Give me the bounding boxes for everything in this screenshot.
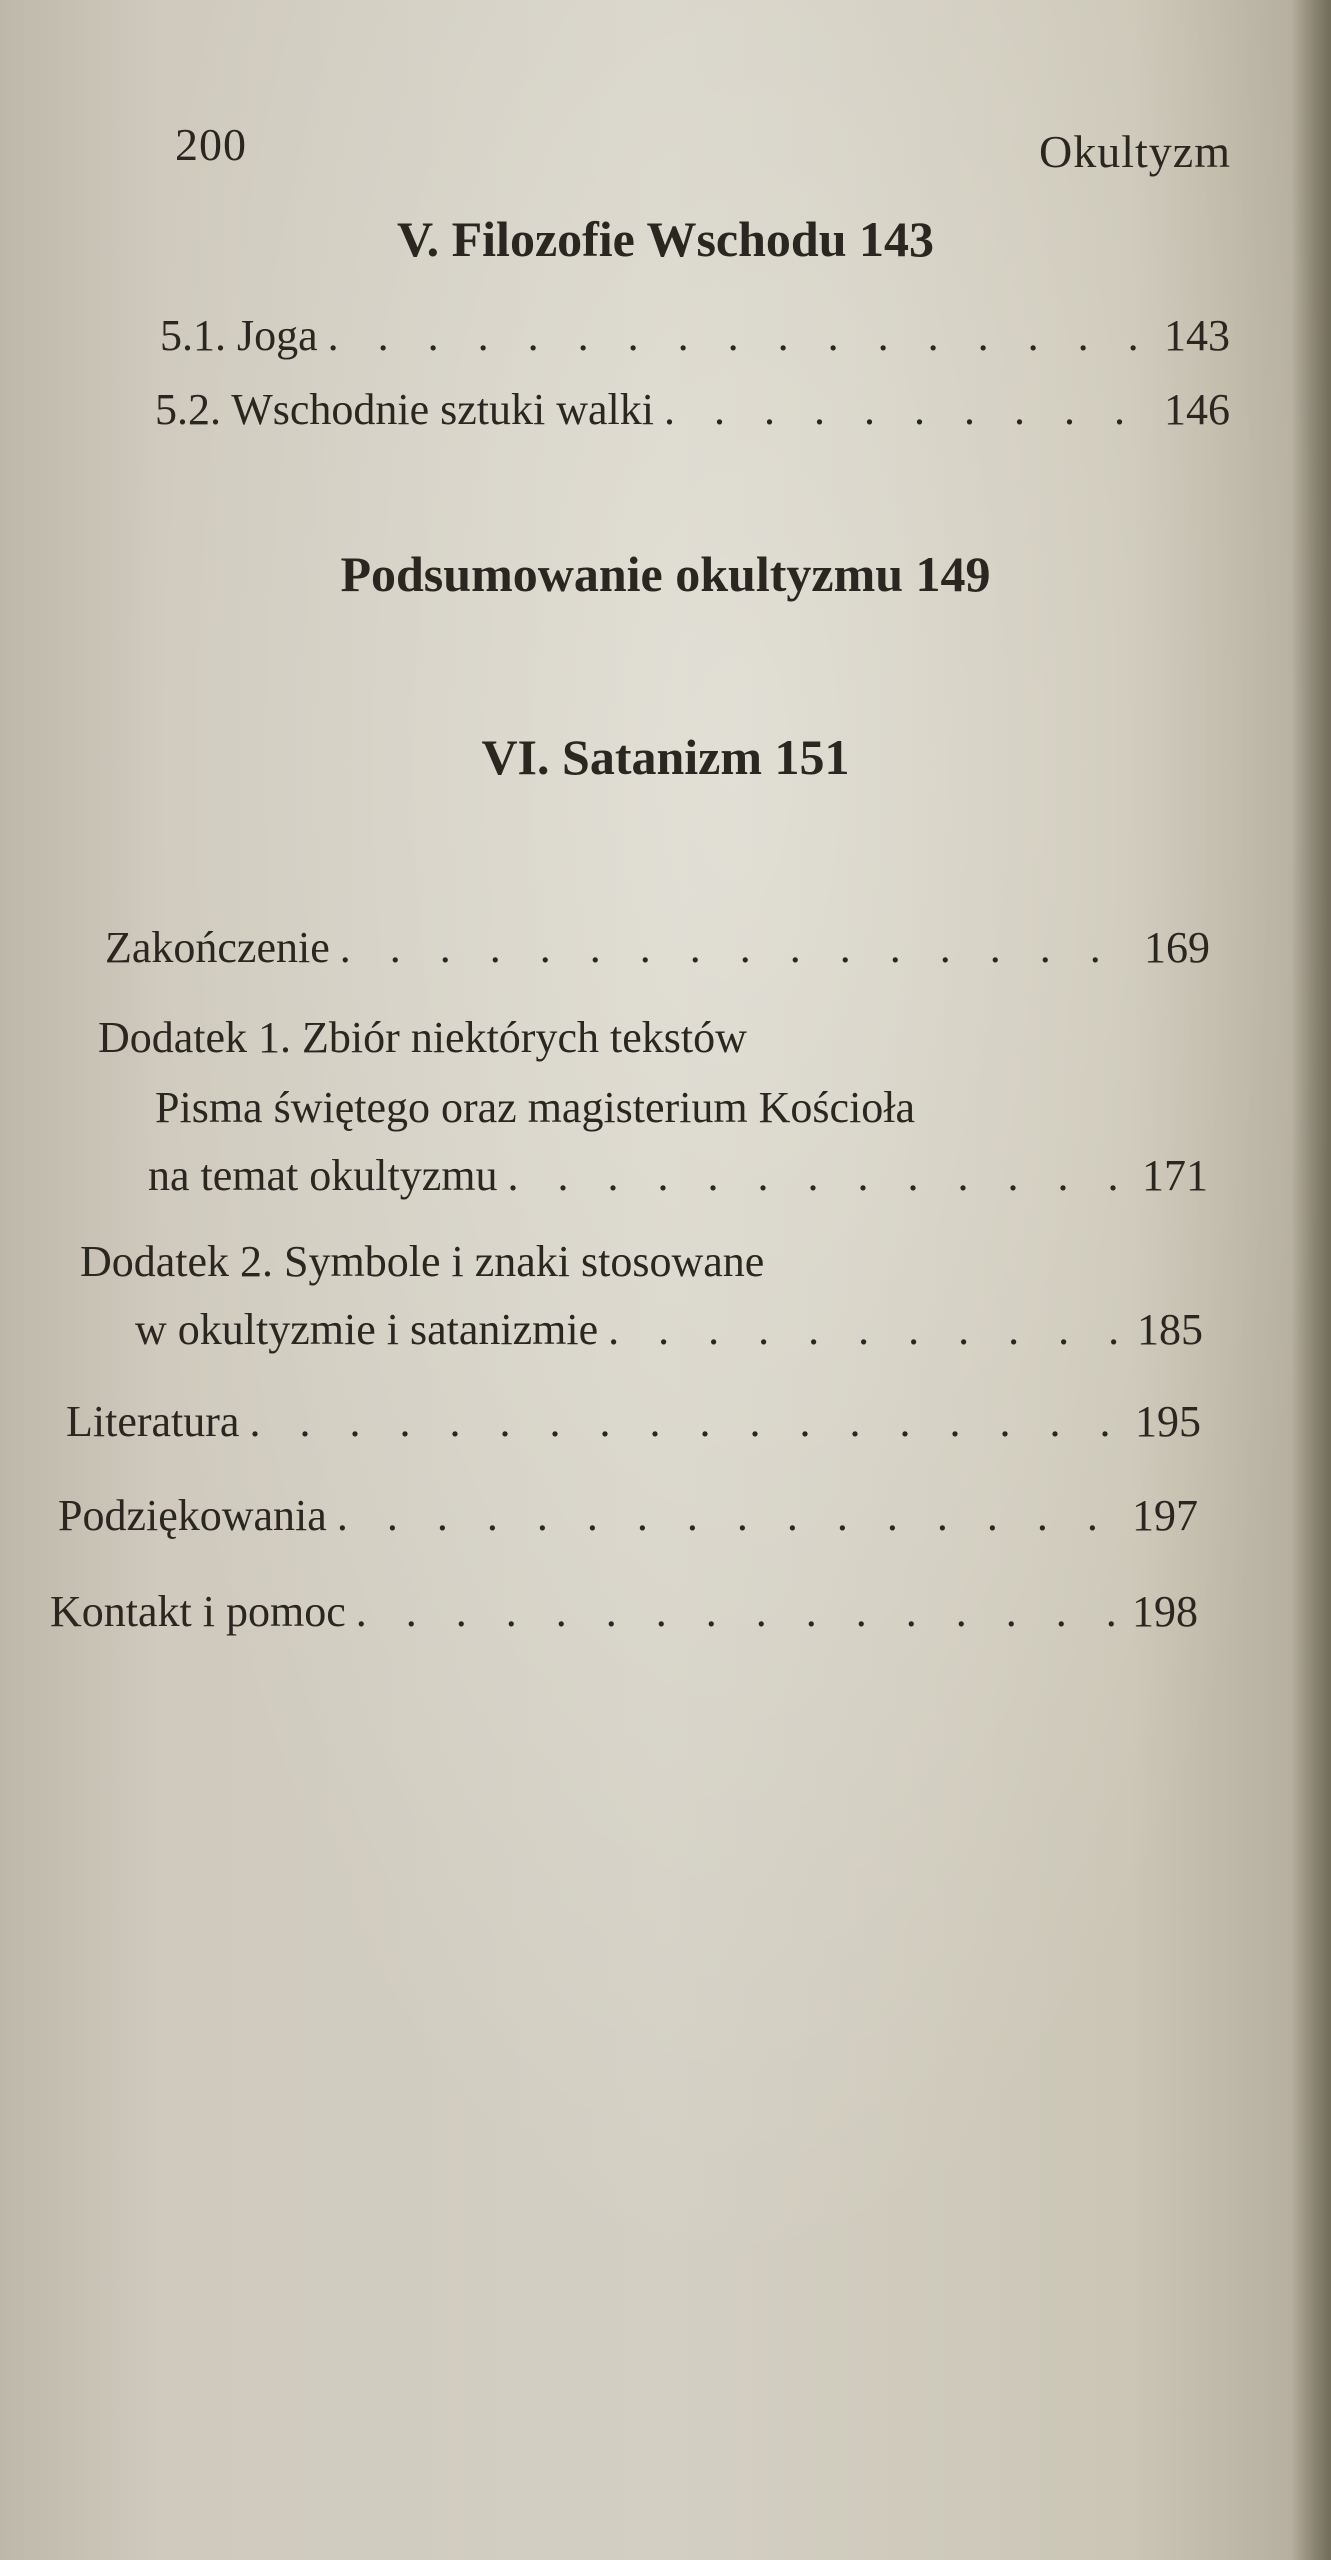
toc-entry-page: 195: [1135, 1397, 1201, 1446]
toc-entry-zakonczenie: [105, 922, 1210, 973]
toc-entry-dodatek1-line2: Pisma świętego oraz magisterium Kościoła: [155, 1083, 916, 1132]
toc-entry-dodatek1: [148, 1150, 1208, 1201]
chapter-v-title: V. Filozofie Wschodu 143: [396, 211, 935, 267]
toc-entry-page: 171: [1142, 1151, 1208, 1200]
chapter-vi-title: VI. Satanizm 151: [481, 729, 850, 785]
toc-entry-label: Podziękowania: [58, 1491, 327, 1540]
toc-dot-leader: [598, 1304, 1133, 1355]
toc-dot-leader: [327, 1490, 1128, 1541]
toc-entry-label: 5.1. Joga: [160, 311, 318, 360]
page-number: 200: [175, 119, 247, 170]
toc-entry-label: Kontakt i pomoc: [50, 1587, 346, 1636]
toc-entry-label: 5.2. Wschodnie sztuki walki: [155, 385, 654, 434]
running-title: Okultyzm: [1039, 126, 1231, 177]
toc-entry-page: 185: [1137, 1305, 1203, 1354]
toc-dot-leader: [239, 1396, 1131, 1447]
toc-entry-page: 146: [1164, 385, 1230, 434]
toc-entry-label: Zakończenie: [105, 923, 330, 972]
toc-entry-dodatek2: [135, 1304, 1203, 1355]
toc-dot-leader: [497, 1150, 1138, 1201]
toc-entry-label: Literatura: [66, 1397, 240, 1446]
summary-title: Podsumowanie okultyzmu 149: [340, 546, 991, 602]
toc-entry-literatura: [66, 1396, 1201, 1447]
toc-dot-leader: [346, 1586, 1128, 1637]
toc-entry-sztuki-walki: [155, 384, 1230, 435]
toc-entry-page: 169: [1144, 923, 1210, 972]
toc-entry-label: na temat okultyzmu: [148, 1151, 498, 1200]
toc-entry-dodatek1-line1: Dodatek 1. Zbiór niektórych tekstów: [98, 1013, 747, 1062]
toc-dot-leader: [654, 384, 1160, 435]
toc-entry-page: 198: [1132, 1587, 1198, 1636]
toc-entry-page: 197: [1132, 1491, 1198, 1540]
page-edge-shadow: [1291, 0, 1331, 2560]
toc-entry-podziekowania: [58, 1490, 1198, 1541]
toc-entry-dodatek2-line1: Dodatek 2. Symbole i znaki stosowane: [80, 1237, 765, 1286]
toc-entry-joga: [160, 310, 1230, 361]
toc-entry-kontakt: [50, 1586, 1198, 1637]
toc-dot-leader: [318, 310, 1160, 361]
toc-entry-page: 143: [1164, 311, 1230, 360]
toc-dot-leader: [330, 922, 1140, 973]
toc-entry-label: w okultyzmie i satanizmie: [135, 1305, 599, 1354]
